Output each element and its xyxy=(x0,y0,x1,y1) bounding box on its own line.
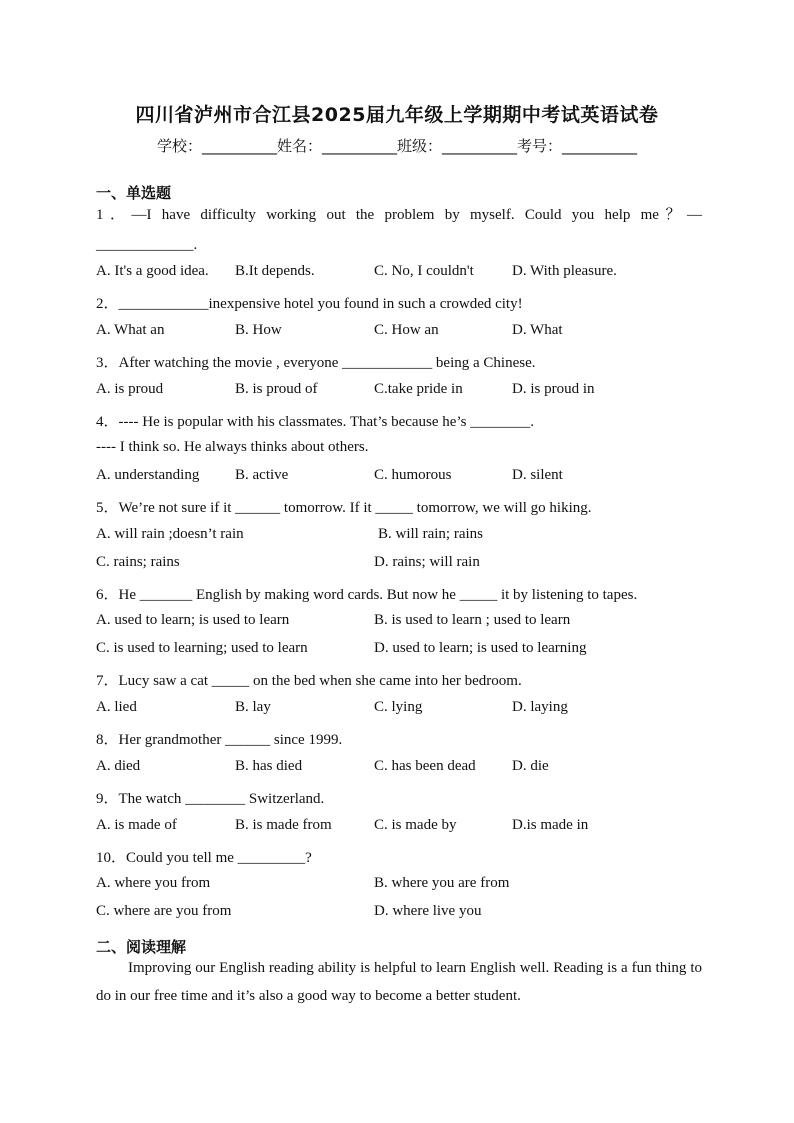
question-1-option-d: D. With pleasure. xyxy=(512,263,617,279)
question-10-stem: 10．Could you tell me _________? xyxy=(96,850,312,866)
question-8-option-c: C. has been dead xyxy=(374,758,476,774)
question-8-option-d: D. die xyxy=(512,758,549,774)
question-2-option-b: B. How xyxy=(235,322,282,338)
question-1-option-b: B.It depends. xyxy=(235,263,315,279)
question-4-option-d: D. silent xyxy=(512,467,563,483)
question-9-stem: 9．The watch ________ Switzerland. xyxy=(96,791,325,807)
question-9-option-b: B. is made from xyxy=(235,817,332,833)
question-1-option-c: C. No, I couldn't xyxy=(374,263,474,279)
question-3-option-a: A. is proud xyxy=(96,381,164,397)
question-8-option-a: A. died xyxy=(96,758,141,774)
question-7-option-d: D. laying xyxy=(512,699,568,715)
question-2-option-d: D. What xyxy=(512,322,563,338)
question-6-stem: 6．He _______ English by making word cards. But now he _____ it by listening to tapes. xyxy=(96,587,638,603)
question-6-option-b: B. is used to learn ; used to learn xyxy=(374,612,571,628)
question-4-option-c: C. humorous xyxy=(374,467,452,483)
question-7-option-b: B. lay xyxy=(235,699,271,715)
question-6-option-c: C. is used to learning; used to learn xyxy=(96,640,308,656)
question-1-option-a: A. It's a good idea. xyxy=(96,263,209,279)
question-7-option-c: C. lying xyxy=(374,699,423,715)
question-2-stem: 2．____________inexpensive hotel you found in such a crowded city! xyxy=(96,296,523,312)
question-3-stem: 3．After watching the movie , everyone ____________ being a Chinese. xyxy=(96,355,536,371)
question-4-option-a: A. understanding xyxy=(96,467,200,483)
question-10-option-d: D. where live you xyxy=(374,903,482,919)
question-10-option-c: C. where are you from xyxy=(96,903,232,919)
question-3-option-d: D. is proud in xyxy=(512,381,595,397)
question-3-option-b: B. is proud of xyxy=(235,381,318,397)
question-7-option-a: A. lied xyxy=(96,699,137,715)
question-4-stem-line-1: 4．---- He is popular with his classmates. That’s because he’s ________. xyxy=(96,414,534,430)
question-9-option-c: C. is made by xyxy=(374,817,457,833)
question-8-stem: 8．Her grandmother ______ since 1999. xyxy=(96,732,343,748)
question-1-stem-line-1: 1．—I have difficulty working out the problem by myself. Could you help me？— xyxy=(96,207,702,223)
question-10-option-b: B. where you are from xyxy=(374,875,510,891)
question-4-option-b: B. active xyxy=(235,467,289,483)
reading-paragraph: Improving our English reading ability is helpful to learn English well. Reading is a fun thing to do in our free time and it’s also a good way to become a better student. xyxy=(96,960,702,1004)
question-4-stem-line-2: ---- I think so. He always thinks about others. xyxy=(96,439,369,455)
question-1-stem xyxy=(96,201,702,230)
question-9-option-a: A. is made of xyxy=(96,817,177,833)
section-heading-reading: 二、阅读理解 xyxy=(96,938,187,956)
question-7-stem: 7．Lucy saw a cat _____ on the bed when she came into her bedroom. xyxy=(96,673,522,689)
question-6-option-a: A. used to learn; is used to learn xyxy=(96,612,290,628)
question-10-option-a: A. where you from xyxy=(96,875,211,891)
question-1-stem-line-2: _____________. xyxy=(96,237,198,253)
question-2-option-a: A. What an xyxy=(96,322,165,338)
question-3-option-c: C.take pride in xyxy=(374,381,463,397)
question-6-option-d: D. used to learn; is used to learning xyxy=(374,640,587,656)
question-5-option-b: B. will rain; rains xyxy=(378,526,483,542)
section-heading-single-choice: 一、单选题 xyxy=(96,184,172,202)
page-title: 四川省泸州市合江县2025届九年级上学期期中考试英语试卷 xyxy=(135,104,659,126)
question-9-option-d: D.is made in xyxy=(512,817,589,833)
question-5-stem: 5．We’re not sure if it ______ tomorrow. If it _____ tomorrow, we will go hiking. xyxy=(96,500,592,516)
question-5-option-d: D. rains; will rain xyxy=(374,554,480,570)
student-info-line: 学校：__________姓名：__________班级：__________考号：__________ xyxy=(156,137,637,155)
question-2-option-c: C. How an xyxy=(374,322,439,338)
question-5-option-a: A. will rain ;doesn’t rain xyxy=(96,526,244,542)
question-8-option-b: B. has died xyxy=(235,758,303,774)
question-5-option-c: C. rains; rains xyxy=(96,554,180,570)
